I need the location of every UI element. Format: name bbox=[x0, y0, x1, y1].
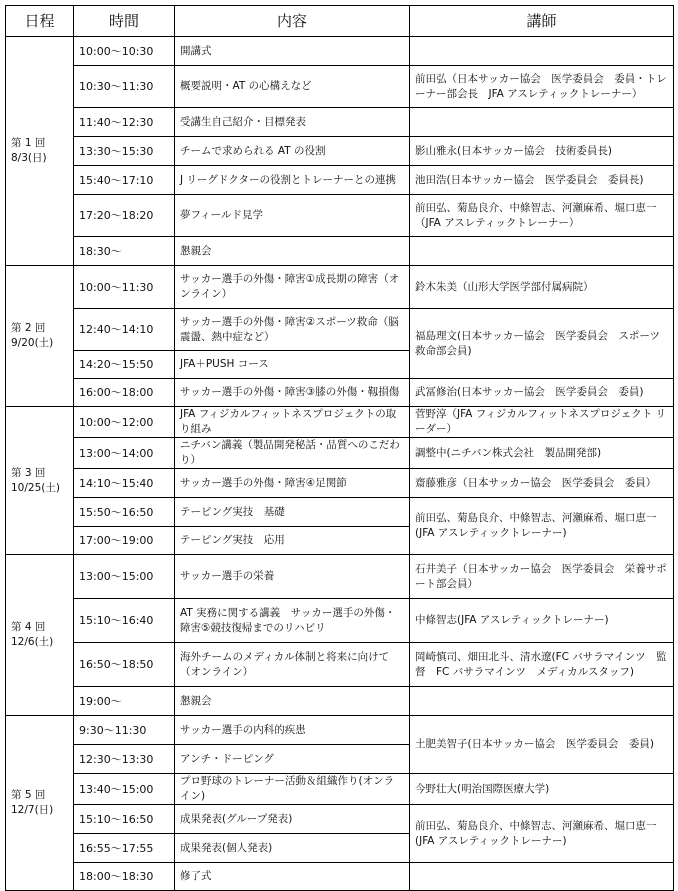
content-cell: 修了式 bbox=[175, 863, 410, 891]
lecturer-cell: 前田弘（日本サッカー協会 医学委員会 委員・トレーナー部会長 JFA アスレティックトレーナー） bbox=[410, 66, 674, 108]
content-cell: サッカー選手の外傷・障害③膝の外傷・靱損傷 bbox=[175, 379, 410, 407]
table-row bbox=[6, 643, 674, 687]
session-label: 第 2 回 bbox=[11, 322, 46, 334]
session-date: 10/25(土) bbox=[11, 481, 60, 494]
session-date: 9/20(土) bbox=[11, 337, 54, 349]
header-time: 時間 bbox=[74, 6, 175, 37]
content-cell: サッカー選手の外傷・障害①成長期の障害（オンライン） bbox=[175, 266, 410, 309]
content-cell: サッカー選手の内科的疾患 bbox=[175, 716, 410, 745]
lecturer-cell bbox=[410, 37, 674, 66]
time-cell: 12:30～13:30 bbox=[74, 745, 175, 774]
content-cell: アンチ・ドーピング bbox=[175, 745, 410, 774]
lecturer-cell: 調整中(ニチバン株式会社 製品開発部) bbox=[410, 438, 674, 469]
session-date: 12/6(土) bbox=[11, 636, 54, 648]
content-cell: ニチバン講義（製品開発秘話・品質へのこだわり） bbox=[175, 438, 410, 469]
content-cell: 夢フィールド見学 bbox=[175, 195, 410, 237]
time-cell: 15:50～16:50 bbox=[74, 498, 175, 527]
time-cell: 17:20～18:20 bbox=[74, 195, 175, 237]
time-cell: 13:00～14:00 bbox=[74, 438, 175, 469]
table-row bbox=[6, 469, 674, 498]
content-cell: AT 実務に関する講義 サッカー選手の外傷・障害⑤競技復帰までのリハビリ bbox=[175, 599, 410, 643]
time-cell: 14:10～15:40 bbox=[74, 469, 175, 498]
content-cell: プロ野球のトレーナー活動＆組織作り(オンライン) bbox=[175, 774, 410, 805]
time-cell: 12:40～14:10 bbox=[74, 309, 175, 351]
table-row bbox=[6, 599, 674, 643]
content-cell: 開講式 bbox=[175, 37, 410, 66]
lecturer-cell: 前田弘、菊島良介、中條智志、河瀬麻希、堀口恵一 (JFA アスレティックトレーナー) bbox=[410, 805, 674, 863]
lecturer-cell bbox=[410, 108, 674, 137]
time-cell: 13:30～15:30 bbox=[74, 137, 175, 166]
content-cell: J リーグドクターの役割とトレーナーとの連携 bbox=[175, 166, 410, 195]
content-cell: JFA＋PUSH コース bbox=[175, 351, 410, 379]
content-cell: 成果発表(個人発表) bbox=[175, 834, 410, 863]
table-row bbox=[6, 237, 674, 266]
table-row bbox=[6, 774, 674, 805]
table-row bbox=[6, 108, 674, 137]
session-date: 8/3(日) bbox=[11, 152, 47, 164]
lecturer-cell: 岡崎慎司、畑田北斗、清水遼(FC バサラマインツ 監督 FC バサラマインツ メディカルスタッフ) bbox=[410, 643, 674, 687]
table-row bbox=[6, 805, 674, 834]
time-cell: 10:00～11:30 bbox=[74, 266, 175, 309]
content-cell: JFA フィジカルフィットネスプロジェクトの取り組み bbox=[175, 407, 410, 438]
table-row bbox=[6, 716, 674, 745]
time-cell: 18:00～18:30 bbox=[74, 863, 175, 891]
content-cell: サッカー選手の外傷・障害④足関節 bbox=[175, 469, 410, 498]
table-row bbox=[6, 379, 674, 407]
time-cell: 15:40～17:10 bbox=[74, 166, 175, 195]
time-cell: 14:20～15:50 bbox=[74, 351, 175, 379]
session-label: 第 5 回 bbox=[11, 789, 46, 801]
lecturer-cell: 菅野淳（JFA フィジカルフィットネスプロジェクト リーダー） bbox=[410, 407, 674, 438]
content-cell: テーピング実技 応用 bbox=[175, 527, 410, 555]
session-label: 第 3 回 bbox=[11, 466, 46, 479]
lecturer-cell: 池田浩(日本サッカー協会 医学委員会 委員長) bbox=[410, 166, 674, 195]
time-cell: 11:40～12:30 bbox=[74, 108, 175, 137]
lecturer-cell: 齋藤雅彦（日本サッカー協会 医学委員会 委員） bbox=[410, 469, 674, 498]
table-row bbox=[6, 66, 674, 108]
table-row bbox=[6, 309, 674, 351]
lecturer-cell: 鈴木朱美（山形大学医学部付属病院） bbox=[410, 266, 674, 309]
time-cell: 13:40～15:00 bbox=[74, 774, 175, 805]
day-cell bbox=[6, 407, 74, 555]
lecturer-cell: 土肥美智子(日本サッカー協会 医学委員会 委員) bbox=[410, 716, 674, 774]
table-row bbox=[6, 407, 674, 438]
time-cell: 15:10～16:50 bbox=[74, 805, 175, 834]
session-label: 第 1 回 bbox=[11, 137, 46, 149]
time-cell: 17:00～19:00 bbox=[74, 527, 175, 555]
header-lecturer: 講師 bbox=[410, 6, 674, 37]
lecturer-cell: 中條智志(JFA アスレティックトレーナー) bbox=[410, 599, 674, 643]
lecturer-cell bbox=[410, 863, 674, 891]
content-cell: 海外チームのメディカル体制と将来に向けて（オンライン） bbox=[175, 643, 410, 687]
day-cell bbox=[6, 555, 74, 716]
time-cell: 19:00～ bbox=[74, 687, 175, 716]
day-cell bbox=[6, 266, 74, 407]
table-row bbox=[6, 195, 674, 237]
header-day: 日程 bbox=[6, 6, 74, 37]
time-cell: 15:10～16:40 bbox=[74, 599, 175, 643]
time-cell: 13:00～15:00 bbox=[74, 555, 175, 599]
lecturer-cell: 福島理文(日本サッカー協会 医学委員会 スポーツ救命部会員) bbox=[410, 309, 674, 379]
session-label: 第 4 回 bbox=[11, 621, 46, 633]
time-cell: 16:50～18:50 bbox=[74, 643, 175, 687]
header-row bbox=[6, 6, 674, 37]
time-cell: 10:00～10:30 bbox=[74, 37, 175, 66]
time-cell: 16:55～17:55 bbox=[74, 834, 175, 863]
content-cell: 概要説明・AT の心構えなど bbox=[175, 66, 410, 108]
table-row bbox=[6, 37, 674, 66]
table-row bbox=[6, 266, 674, 309]
time-cell: 16:00～18:00 bbox=[74, 379, 175, 407]
lecturer-cell: 影山雅永(日本サッカー協会 技術委員長) bbox=[410, 137, 674, 166]
lecturer-cell: 今野壮大(明治国際医療大学) bbox=[410, 774, 674, 805]
time-cell: 10:00～12:00 bbox=[74, 407, 175, 438]
time-cell: 18:30～ bbox=[74, 237, 175, 266]
table-row bbox=[6, 438, 674, 469]
day-cell bbox=[6, 716, 74, 891]
lecturer-cell bbox=[410, 237, 674, 266]
session-date: 12/7(日) bbox=[11, 804, 54, 816]
content-cell: 成果発表(グループ発表) bbox=[175, 805, 410, 834]
content-cell: 懇親会 bbox=[175, 687, 410, 716]
lecturer-cell: 前田弘、菊島良介、中條智志、河瀬麻希、堀口恵一 (JFA アスレティックトレーナー) bbox=[410, 498, 674, 555]
time-cell: 9:30～11:30 bbox=[74, 716, 175, 745]
lecturer-cell: 前田弘、菊島良介、中條智志、河瀬麻希、堀口恵一 （JFA アスレティックトレーナー） bbox=[410, 195, 674, 237]
content-cell: サッカー選手の外傷・障害②スポーツ救命（脳震盪、熱中症など） bbox=[175, 309, 410, 351]
day-cell bbox=[6, 37, 74, 266]
table-row bbox=[6, 687, 674, 716]
table-row bbox=[6, 498, 674, 527]
content-cell: サッカー選手の栄養 bbox=[175, 555, 410, 599]
table-row bbox=[6, 555, 674, 599]
content-cell: 受講生自己紹介・目標発表 bbox=[175, 108, 410, 137]
table-row bbox=[6, 863, 674, 891]
content-cell: 懇親会 bbox=[175, 237, 410, 266]
table-row bbox=[6, 137, 674, 166]
table-row bbox=[6, 166, 674, 195]
time-cell: 10:30～11:30 bbox=[74, 66, 175, 108]
lecturer-cell: 石井美子（日本サッカー協会 医学委員会 栄養サポート部会員） bbox=[410, 555, 674, 599]
lecturer-cell: 武冨修治(日本サッカー協会 医学委員会 委員) bbox=[410, 379, 674, 407]
header-content: 内容 bbox=[175, 6, 410, 37]
lecturer-cell bbox=[410, 687, 674, 716]
content-cell: テーピング実技 基礎 bbox=[175, 498, 410, 527]
content-cell: チームで求められる AT の役割 bbox=[175, 137, 410, 166]
schedule-table bbox=[5, 5, 674, 891]
